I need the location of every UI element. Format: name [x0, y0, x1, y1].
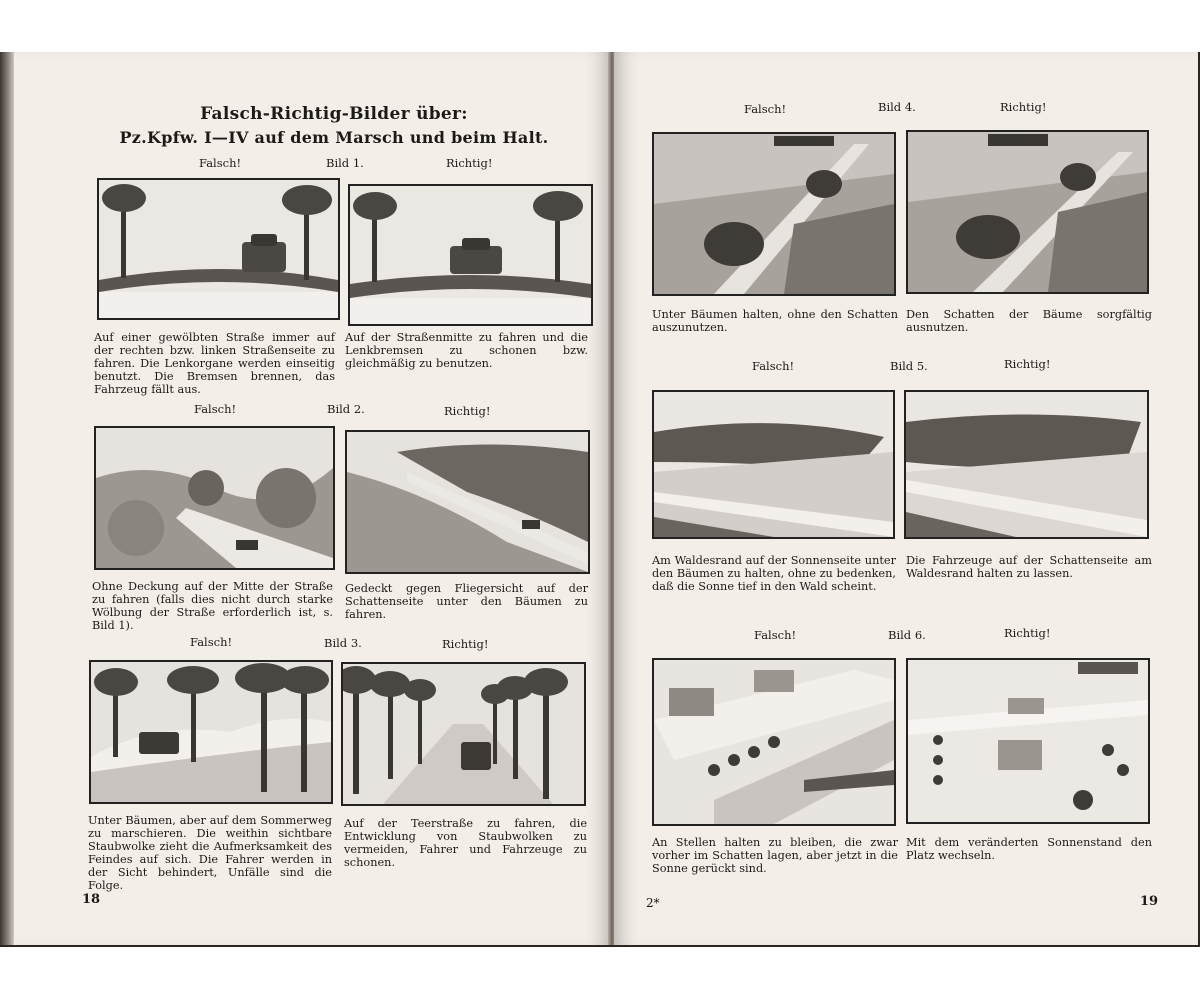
- illustration-bild4-richtig: [906, 130, 1149, 294]
- caption-bild2-richtig: Gedeckt gegen Fliegersicht auf der Schattenseite unter den Bäumen zu fahren.: [345, 582, 588, 621]
- caption-bild4-richtig: Den Schatten der Bäume sorgfältig ausnutzen.: [906, 308, 1152, 334]
- illustration-bild3-falsch: [89, 660, 333, 804]
- caption-bild4-falsch: Unter Bäumen halten, ohne den Schatten auszunutzen.: [652, 308, 898, 334]
- illustration-bild1-richtig: [348, 184, 593, 326]
- caption-bild1-falsch: Auf einer gewölbten Straße immer auf der rechten bzw. linken Straßenseite zu fahren. Die Lenkorgane werden einseitig benutzt. Die Bremsen brennen, das Fahrzeug fällt aus.: [94, 331, 335, 396]
- bild-label: Bild 5.: [890, 359, 928, 373]
- falsch-label: Falsch!: [754, 628, 797, 642]
- illustration-bild2-falsch: [94, 426, 335, 570]
- caption-bild3-richtig: Auf der Teerstraße zu fahren, die Entwicklung von Staubwolken zu vermeiden, Fahrer und Fahrzeuge zu schonen.: [344, 817, 587, 869]
- illustration-bild6-richtig: [906, 658, 1150, 824]
- richtig-label: Richtig!: [446, 156, 493, 170]
- illustration-bild3-richtig: [341, 662, 586, 806]
- falsch-label: Falsch!: [744, 102, 787, 116]
- bild-label: Bild 3.: [324, 636, 362, 650]
- falsch-label: Falsch!: [190, 635, 233, 649]
- caption-bild2-falsch: Ohne Deckung auf der Mitte der Straße zu fahren (falls dies nicht durch starke Wölbung der Straße erforderlich ist, s. Bild 1).: [92, 580, 333, 632]
- illustration-bild5-falsch: [652, 390, 895, 539]
- falsch-label: Falsch!: [194, 402, 237, 416]
- richtig-label: Richtig!: [1004, 357, 1051, 371]
- book-edge: [0, 52, 14, 945]
- left-page: [14, 52, 610, 945]
- caption-bild3-falsch: Unter Bäumen, aber auf dem Sommerweg zu marschieren. Die weithin sichtbare Staubwolke zieht die Aufmerksamkeit des Feindes auf sich. Die Fahrer werden in der Sicht behindert, Unfälle sind die Folge.: [88, 814, 332, 892]
- caption-bild6-richtig: Mit dem veränderten Sonnenstand den Platz wechseln.: [906, 836, 1152, 862]
- signature-mark: 2*: [646, 896, 660, 910]
- caption-bild1-richtig: Auf der Straßenmitte zu fahren und die Lenkbremsen zu schonen bzw. gleichmäßig zu benutzen.: [345, 331, 588, 370]
- richtig-label: Richtig!: [444, 404, 491, 418]
- caption-bild5-richtig: Die Fahrzeuge auf der Schattenseite am Waldesrand halten zu lassen.: [906, 554, 1152, 580]
- illustration-bild1-falsch: [97, 178, 340, 320]
- richtig-label: Richtig!: [442, 637, 489, 651]
- page-title-line2: Pz.Kpfw. I—IV auf dem Marsch und beim Halt.: [119, 128, 549, 147]
- caption-bild6-falsch: An Stellen halten zu bleiben, die zwar vorher im Schatten lagen, aber jetzt in die Sonne gerückt sind.: [652, 836, 898, 875]
- illustration-bild6-falsch: [652, 658, 896, 826]
- falsch-label: Falsch!: [199, 156, 242, 170]
- richtig-label: Richtig!: [1004, 626, 1051, 640]
- bild-label: Bild 4.: [878, 100, 916, 114]
- illustration-bild4-falsch: [652, 132, 896, 296]
- falsch-label: Falsch!: [752, 359, 795, 373]
- page-number: 19: [1140, 894, 1159, 909]
- bild-label: Bild 2.: [327, 402, 365, 416]
- illustration-bild2-richtig: [345, 430, 590, 574]
- illustration-bild5-richtig: [904, 390, 1149, 539]
- page-title-line1: Falsch-Richtig-Bilder über:: [200, 104, 468, 124]
- book-spread: [0, 52, 1200, 947]
- page-number: 18: [82, 892, 101, 907]
- caption-bild5-falsch: Am Waldesrand auf der Sonnenseite unter den Bäumen zu halten, ohne zu bedenken, daß die Sonne tief in den Wald scheint.: [652, 554, 896, 593]
- right-page: [614, 52, 1198, 945]
- bild-label: Bild 1.: [326, 156, 364, 170]
- richtig-label: Richtig!: [1000, 100, 1047, 114]
- bild-label: Bild 6.: [888, 628, 926, 642]
